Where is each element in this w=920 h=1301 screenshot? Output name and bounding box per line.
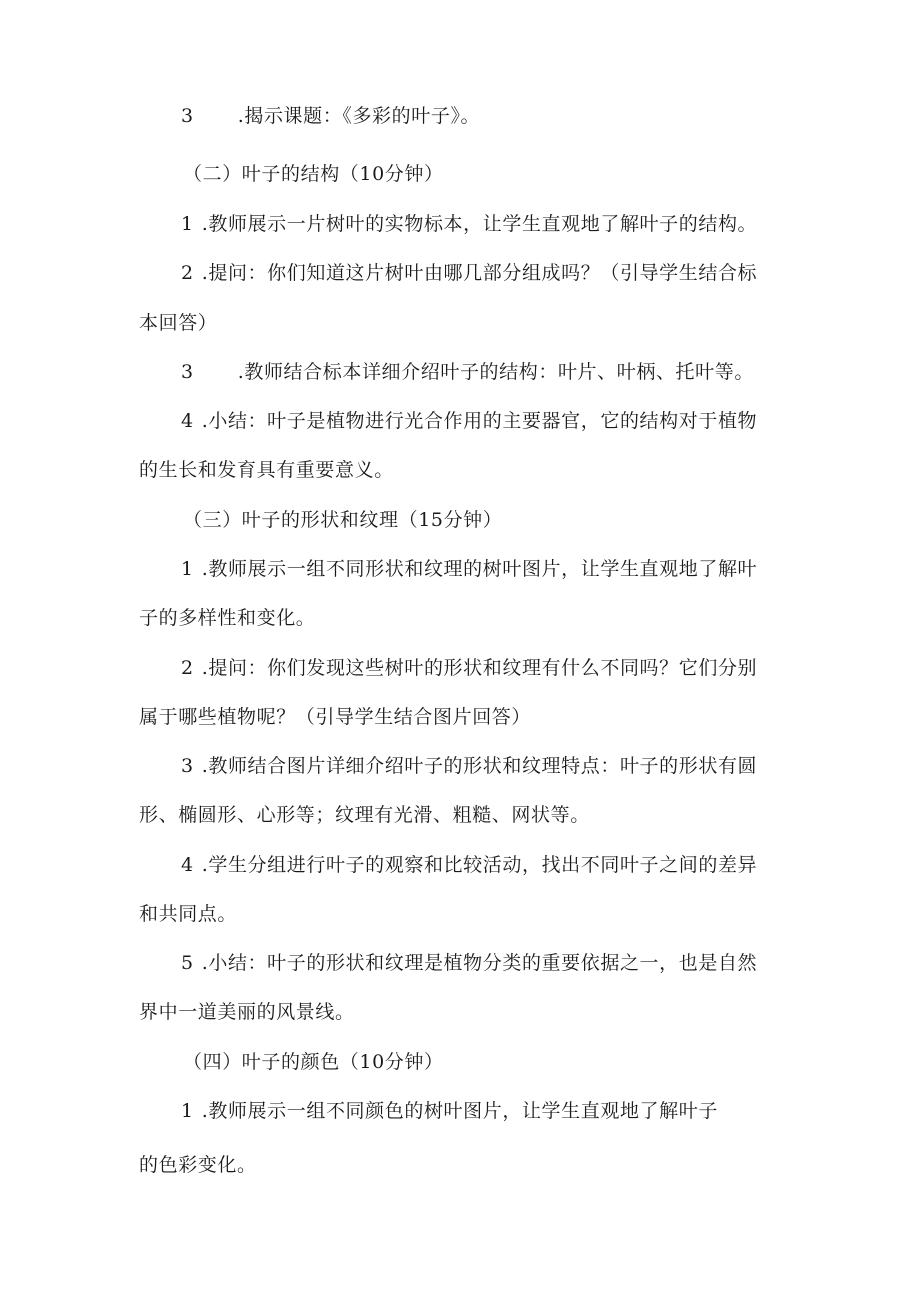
- paragraph-text: .小结：叶子是植物进行光合作用的主要器官，它的结构对于植物: [201, 410, 758, 432]
- paragraph-text: .教师结合图片详细介绍叶子的形状和纹理特点：叶子的形状有圆: [201, 755, 758, 777]
- item-number: 5: [181, 952, 194, 974]
- paragraph-shape-5: [181, 950, 757, 976]
- paragraph-continuation: 形、椭圆形、心形等；纹理有光滑、粗糙、网状等。: [139, 804, 590, 826]
- paragraph-continuation: 和共同点。: [139, 903, 238, 925]
- paragraph-text: .学生分组进行叶子的观察和比较活动，找出不同叶子之间的差异: [201, 854, 758, 876]
- paragraph-structure-1: [181, 211, 757, 237]
- item-number: 1: [181, 1100, 194, 1122]
- item-number: 3: [181, 755, 194, 777]
- paragraph-shape-1: [181, 556, 757, 582]
- paragraph-continuation: 的生长和发育具有重要意义。: [139, 459, 394, 481]
- paragraph-structure-2: [181, 260, 757, 286]
- section-heading-color: （四）叶子的颜色（10分钟）: [183, 1051, 444, 1073]
- paragraph-text: .教师展示一组不同颜色的树叶图片，让学生直观地了解叶子: [201, 1100, 718, 1122]
- item-number: 2: [181, 262, 194, 284]
- paragraph-text: .教师结合标本详细介绍叶子的结构：叶片、叶柄、托叶等。: [237, 361, 754, 383]
- item-number: 3: [181, 105, 194, 127]
- paragraph-shape-2: [181, 655, 757, 681]
- item-number: 1: [181, 213, 194, 235]
- paragraph-text: .小结：叶子的形状和纹理是植物分类的重要依据之一，也是自然: [201, 952, 758, 974]
- paragraph-color-1: [181, 1098, 718, 1124]
- paragraph-structure-3: [181, 359, 754, 385]
- paragraph-continuation: 本回答）: [139, 312, 218, 334]
- paragraph-text: .提问：你们知道这片树叶由哪几部分组成吗？（引导学生结合标: [201, 262, 758, 284]
- paragraph-continuation: 属于哪些植物呢？（引导学生结合图片回答）: [139, 706, 532, 728]
- paragraph-text: .提问：你们发现这些树叶的形状和纹理有什么不同吗？它们分别: [201, 657, 758, 679]
- paragraph-continuation: 子的多样性和变化。: [139, 607, 316, 629]
- paragraph-continuation: 界中一道美丽的风景线。: [139, 1001, 355, 1023]
- paragraph-text: .教师展示一组不同形状和纹理的树叶图片，让学生直观地了解叶: [201, 558, 758, 580]
- item-number: 3: [181, 361, 194, 383]
- paragraph-structure-4: [181, 408, 757, 434]
- paragraph-reveal-topic: [181, 103, 480, 129]
- paragraph-shape-4: [181, 852, 757, 878]
- paragraph-continuation: 的色彩变化。: [139, 1154, 257, 1176]
- paragraph-text: .教师展示一片树叶的实物标本，让学生直观地了解叶子的结构。: [201, 213, 758, 235]
- section-heading-shape-texture: （三）叶子的形状和纹理（15分钟）: [183, 509, 503, 531]
- item-number: 2: [181, 657, 194, 679]
- item-number: 4: [181, 410, 194, 432]
- section-heading-structure: （二）叶子的结构（10分钟）: [183, 163, 444, 185]
- paragraph-shape-3: [181, 753, 757, 779]
- paragraph-text: .揭示课题：《多彩的叶子》。: [237, 105, 481, 127]
- item-number: 1: [181, 558, 194, 580]
- item-number: 4: [181, 854, 194, 876]
